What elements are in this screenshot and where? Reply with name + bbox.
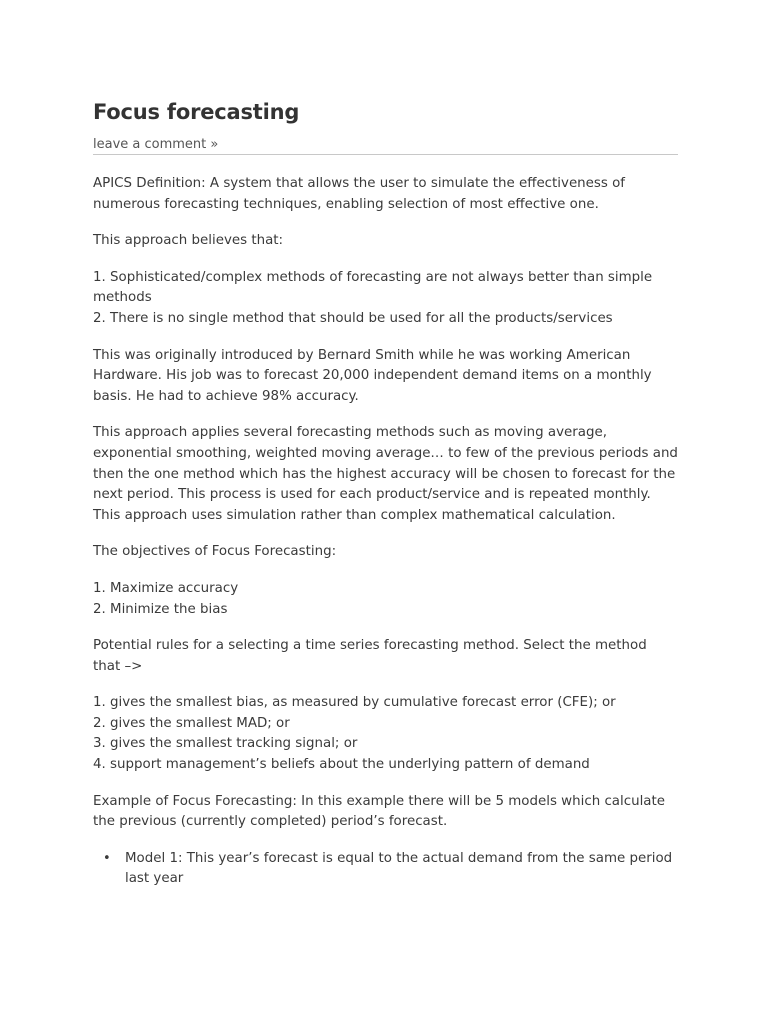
article — [93, 98, 678, 890]
belief-intro-paragraph: This approach believes that: — [93, 233, 284, 249]
beliefs-paragraph — [93, 268, 678, 330]
rule-item-3: 3. gives the smallest tracking signal; or — [93, 736, 358, 752]
rules-paragraph — [93, 693, 678, 775]
rule-item-1: 1. gives the smallest bias, as measured by cumulative forecast error (CFE); or — [93, 695, 616, 711]
approach-paragraph: This approach applies several forecasting methods such as moving average, exponential smoothing, weighted moving average… to few of the previous periods and then the one method which has the highest accuracy will be chosen to forecast for the next period. This process is used for each product/service and is repeated monthly. This approach uses simulation rather than complex mathematical calculation. — [93, 425, 678, 523]
rule-item-2: 2. gives the smallest MAD; or — [93, 715, 290, 731]
objective-item-2: 2. Minimize the bias — [93, 601, 228, 617]
model-list — [93, 849, 678, 890]
title-divider — [93, 154, 678, 155]
belief-item-2: 2. There is no single method that should be used for all the products/services — [93, 310, 613, 326]
model-item-1: Model 1: This year’s forecast is equal to the actual demand from the same period last year — [125, 850, 673, 887]
article-body — [93, 174, 678, 890]
history-paragraph: This was originally introduced by Bernard Smith while he was working American Hardware. His job was to forecast 20,000 independent demand items on a monthly basis. He had to achieve 98% accuracy. — [93, 347, 652, 404]
objectives-paragraph — [93, 579, 678, 620]
rules-intro-paragraph: Potential rules for a selecting a time series forecasting method. Select the method that –> — [93, 638, 647, 674]
objectives-intro-paragraph: The objectives of Focus Forecasting: — [93, 544, 337, 560]
example-intro-paragraph: Example of Focus Forecasting: In this example there will be 5 models which calculate the previous (currently completed) period’s forecast. — [93, 793, 665, 830]
belief-item-1: 1. Sophisticated/complex methods of forecasting are not always better than simple methods — [93, 269, 653, 306]
rule-item-4: 4. support management’s beliefs about the underlying pattern of demand — [93, 757, 590, 773]
definition-paragraph: APICS Definition: A system that allows the user to simulate the effectiveness of numerous forecasting techniques, enabling selection of most effective one. — [93, 176, 626, 212]
list-item — [103, 849, 678, 890]
bullet-icon: • — [103, 850, 111, 866]
page-title: Focus forecasting — [93, 100, 300, 124]
objective-item-1: 1. Maximize accuracy — [93, 580, 239, 596]
leave-comment-link[interactable]: leave a comment » — [93, 137, 219, 152]
